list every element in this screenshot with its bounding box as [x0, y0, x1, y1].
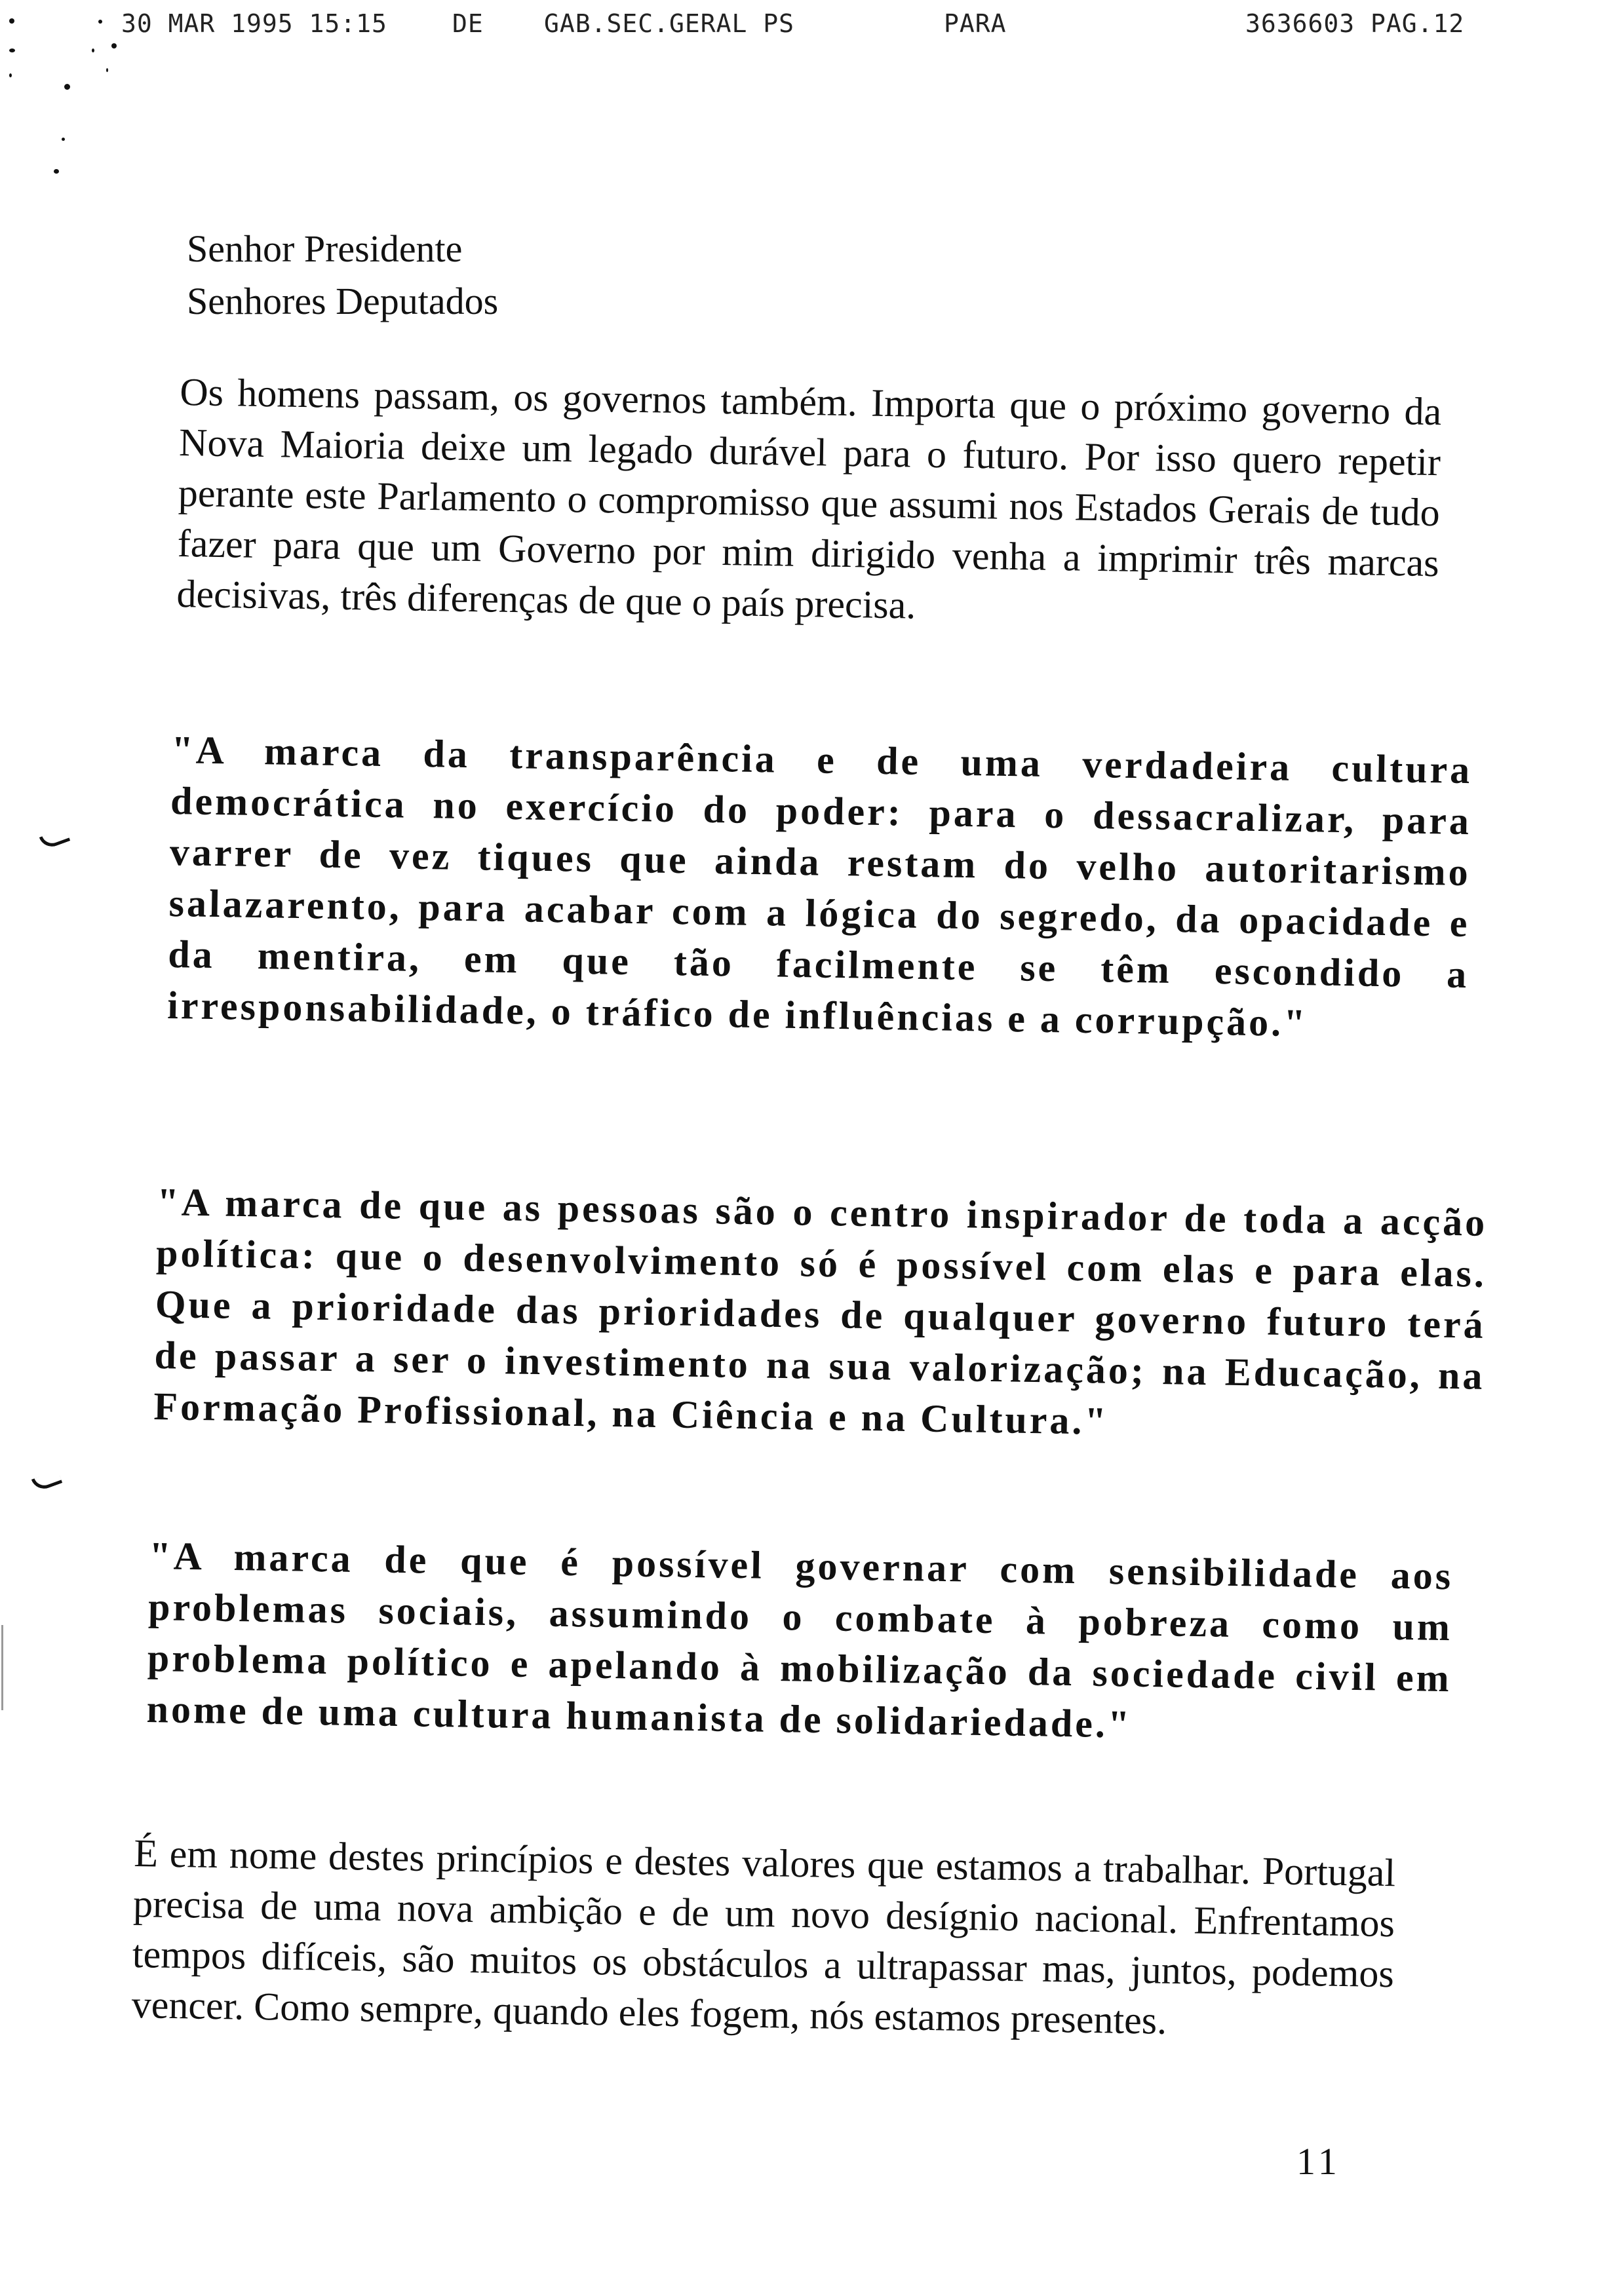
fax-speck	[111, 43, 117, 48]
page-number: 11	[1296, 2140, 1341, 2183]
greeting-block	[187, 223, 1524, 328]
fax-speck	[92, 48, 94, 52]
paragraph-intro: Os homens passam, os governos também. Importa que o próximo governo da Nova Maioria deixe um legado durável para o futuro. Por isso quero repetir perante este Parlamento o compromisso que assumi nos Estados Gerais de tudo fazer para que um Governo por mim dirigido venha a imprimir três marcas decisivas, três diferenças de que o país precisa.	[176, 370, 1442, 627]
margin-mark	[39, 828, 71, 850]
fax-speck	[98, 20, 102, 24]
fax-speck	[9, 73, 12, 77]
scan-edge-line	[1, 1625, 3, 1710]
paragraph-quote-transparency: "A marca da transparência e de uma verdadeira cultura democrática no exercício do poder: para o dessacralizar, para varrer de vez tiques que ainda restam do velho autoritarismo salazarento, para acabar com a lógica do segredo, da opacidade e da mentira, em que tão facilmente se têm escondido a irresponsabilidade, o tráfico de influências e a corrupção."	[166, 727, 1473, 1045]
fax-date-time: 30 MAR 1995 15:15	[121, 9, 387, 38]
fax-to-label: PARA	[944, 9, 1007, 38]
fax-speck	[9, 48, 15, 52]
fax-speck	[64, 84, 70, 90]
fax-from-label: DE	[452, 9, 484, 38]
fax-sender: GAB.SEC.GERAL PS	[544, 9, 795, 38]
fax-number-page: 3636603 PAG.12	[1245, 9, 1465, 38]
fax-speck	[106, 68, 108, 72]
margin-mark	[31, 1470, 63, 1492]
greeting-line-president: Senhor Presidente	[187, 227, 463, 270]
paragraph-closing: É em nome destes princípios e destes valores que estamos a trabalhar. Portugal precisa de uma nova ambição e de um novo desígnio nacional. Enfrentamos tempos difíceis, são muitos os obstáculos a ultrapassar mas, juntos, podemos vencer. Como sempre, quando eles fogem, nós estamos presentes.	[131, 1831, 1396, 2042]
paragraph-quote-social: "A marca de que é possível governar com sensibilidade aos problemas sociais, assumindo o combate à pobreza como um problema político e apelando à mobilização da sociedade civil em nome de uma cultura humanista de solidariedade."	[146, 1533, 1454, 1746]
fax-speck	[54, 169, 59, 174]
greeting-line-deputies: Senhores Deputados	[187, 280, 499, 322]
fax-speck	[9, 18, 14, 24]
fax-speck	[62, 138, 65, 141]
paragraph-quote-people: "A marca de que as pessoas são o centro inspirador de toda a acção política: que o desenvolvimento só é possível com elas e para elas. Que a prioridade das prioridades de qualquer governo futuro terá de passar a ser o investimento na sua valorização; na Educação, na Formação Profissional, na Ciência e na Cultura."	[153, 1179, 1488, 1443]
fax-header	[0, 9, 1615, 48]
